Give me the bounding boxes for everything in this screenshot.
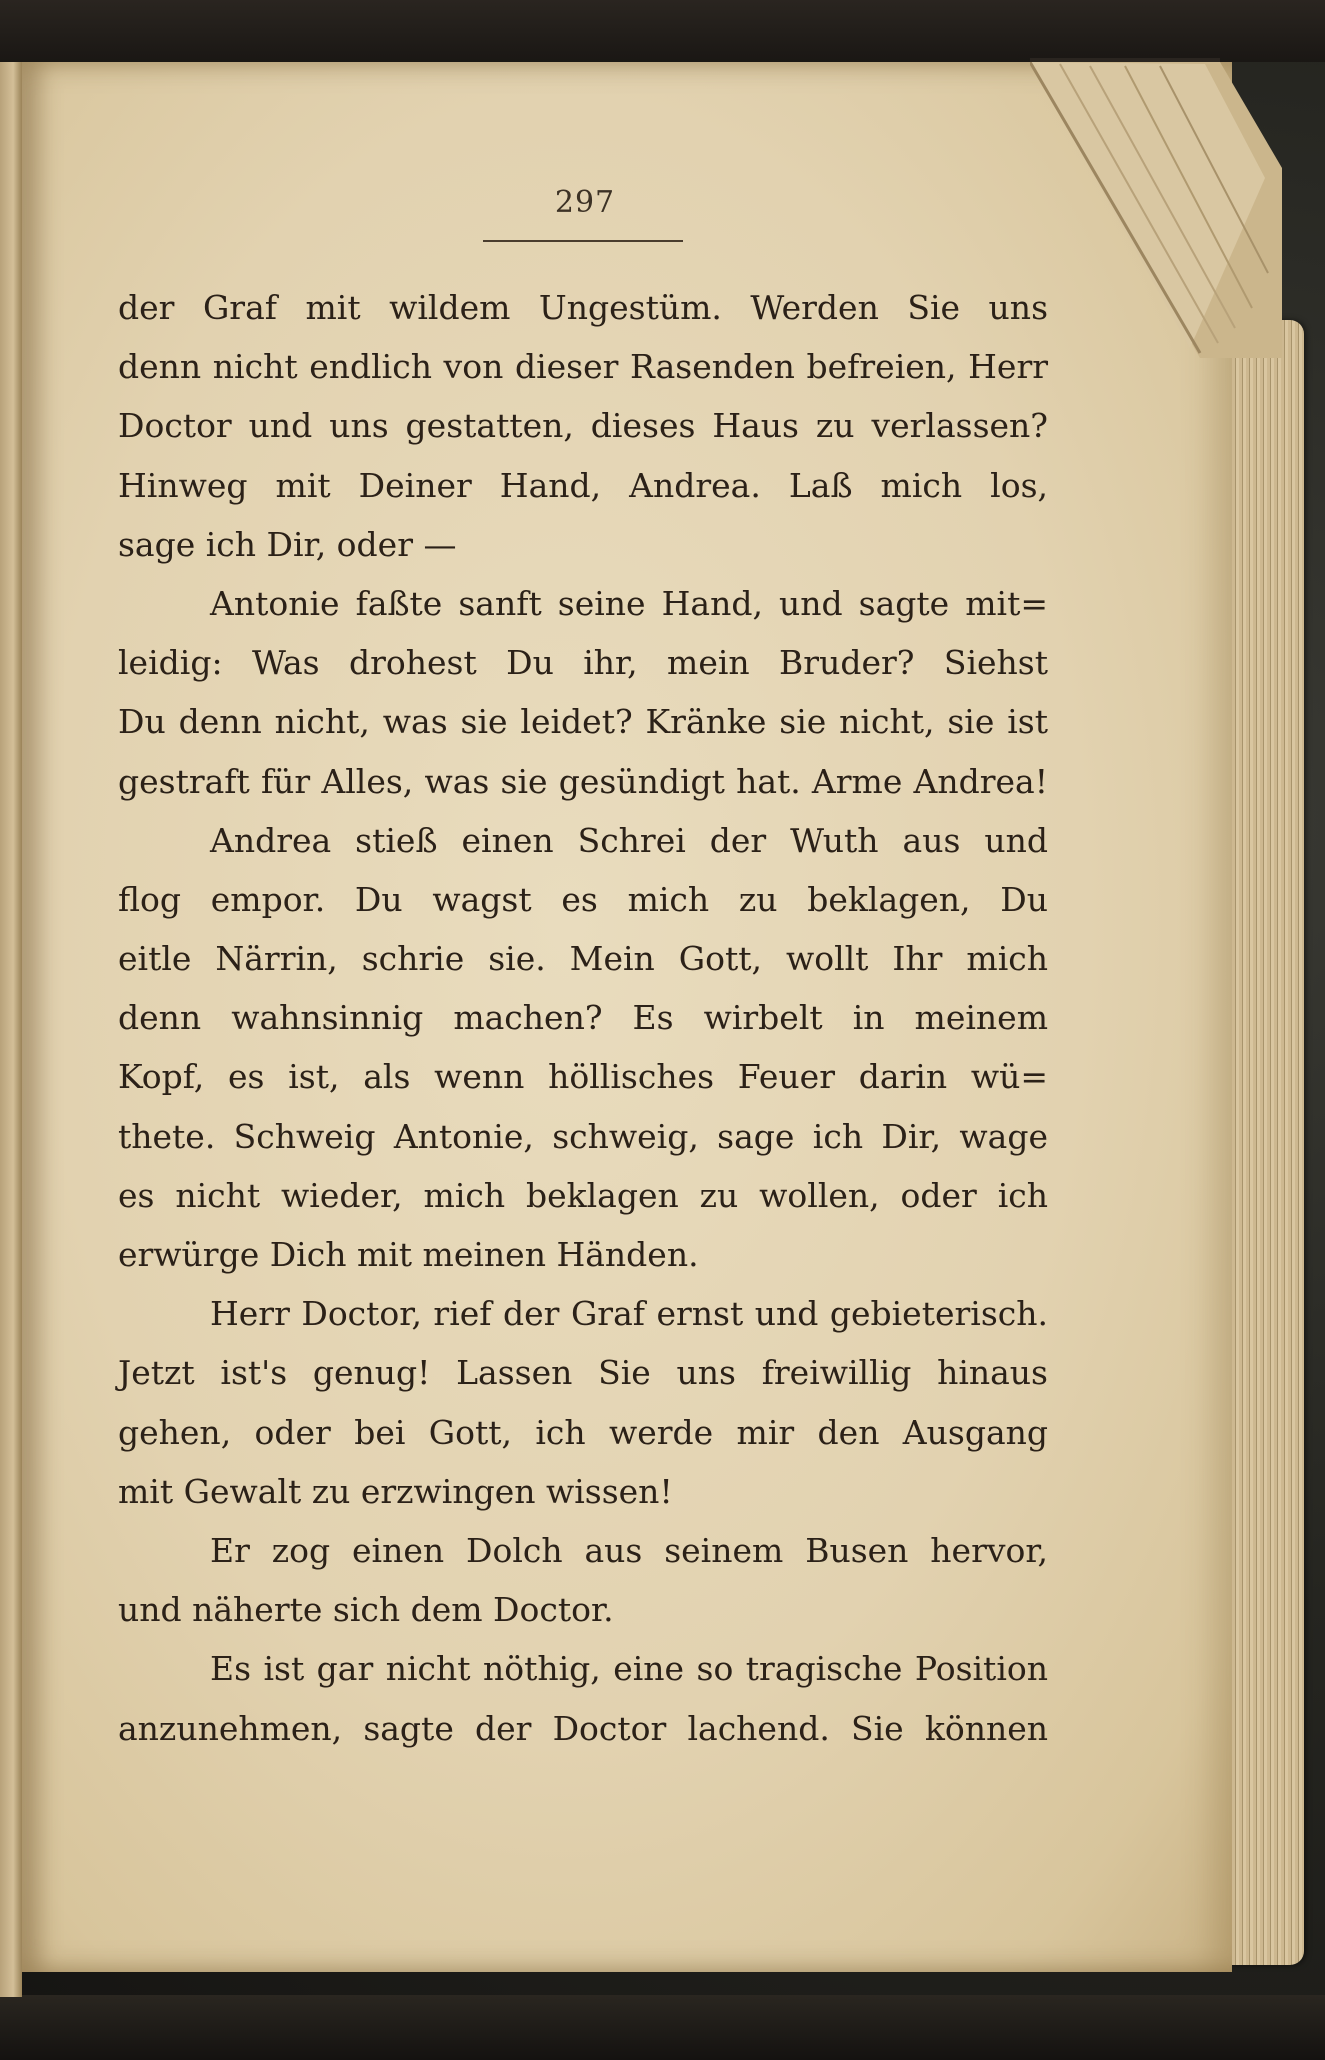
text-line: Doctor und uns gestatten, dieses Haus zu verlassen? [118, 406, 1048, 446]
text-line: Kopf, es ist, als wenn höllisches Feuer darin wü= [118, 1057, 1048, 1097]
page-number: 297 [554, 185, 616, 220]
text-line: erwürge Dich mit meinen Händen. [118, 1235, 699, 1274]
text-line: Hinweg mit Deiner Hand, Andrea. Laß mich los, [118, 465, 1048, 505]
cover-bottom-edge [0, 1995, 1325, 2060]
text-line: Jetzt ist's genug! Lassen Sie uns freiwillig hinaus [118, 1353, 1048, 1393]
body-text [118, 278, 1048, 1758]
text-line: gestraft für Alles, was sie gesündigt hat. Arme Andrea! [118, 761, 1048, 801]
text-line: Antonie faßte sanft seine Hand, und sagte mit= [210, 583, 1048, 623]
cover-top-edge [0, 0, 1325, 62]
text-line: sage ich Dir, oder — [118, 524, 457, 564]
text-line: anzunehmen, sagte der Doctor lachend. Sie können [118, 1708, 1048, 1748]
text-line: flog empor. Du wagst es mich zu beklagen, Du [118, 879, 1048, 919]
text-line: eitle Närrin, schrie sie. Mein Gott, wollt Ihr mich [118, 939, 1048, 979]
left-page-edge [0, 62, 22, 1997]
text-line: leidig: Was drohest Du ihr, mein Bruder? Siehst [118, 643, 1048, 683]
text-line: Du denn nicht, was sie leidet? Kränke sie nicht, sie ist [118, 702, 1048, 742]
text-line: thete. Schweig Antonie, schweig, sage ich Dir, wage [118, 1116, 1048, 1156]
text-line: gehen, oder bei Gott, ich werde mir den Ausgang [118, 1412, 1048, 1452]
text-line: mit Gewalt zu erzwingen wissen! [118, 1471, 673, 1511]
text-line: denn wahnsinnig machen? Es wirbelt in meinem [118, 998, 1048, 1038]
text-line: Andrea stieß einen Schrei der Wuth aus und [210, 820, 1048, 860]
folded-corner [1030, 58, 1290, 358]
text-line: es nicht wieder, mich beklagen zu wollen, oder ich [118, 1175, 1048, 1215]
text-line: Er zog einen Dolch aus seinem Busen hervor, [210, 1530, 1048, 1570]
header-rule [483, 240, 683, 242]
text-line: denn nicht endlich von dieser Rasenden befreien, Herr [118, 347, 1048, 387]
text-line: der Graf mit wildem Ungestüm. Werden Sie uns [118, 288, 1048, 327]
text-line: Herr Doctor, rief der Graf ernst und gebieterisch. [210, 1294, 1048, 1334]
text-line: und näherte sich dem Doctor. [118, 1590, 614, 1630]
text-line: Es ist gar nicht nöthig, eine so tragische Position [210, 1649, 1048, 1689]
